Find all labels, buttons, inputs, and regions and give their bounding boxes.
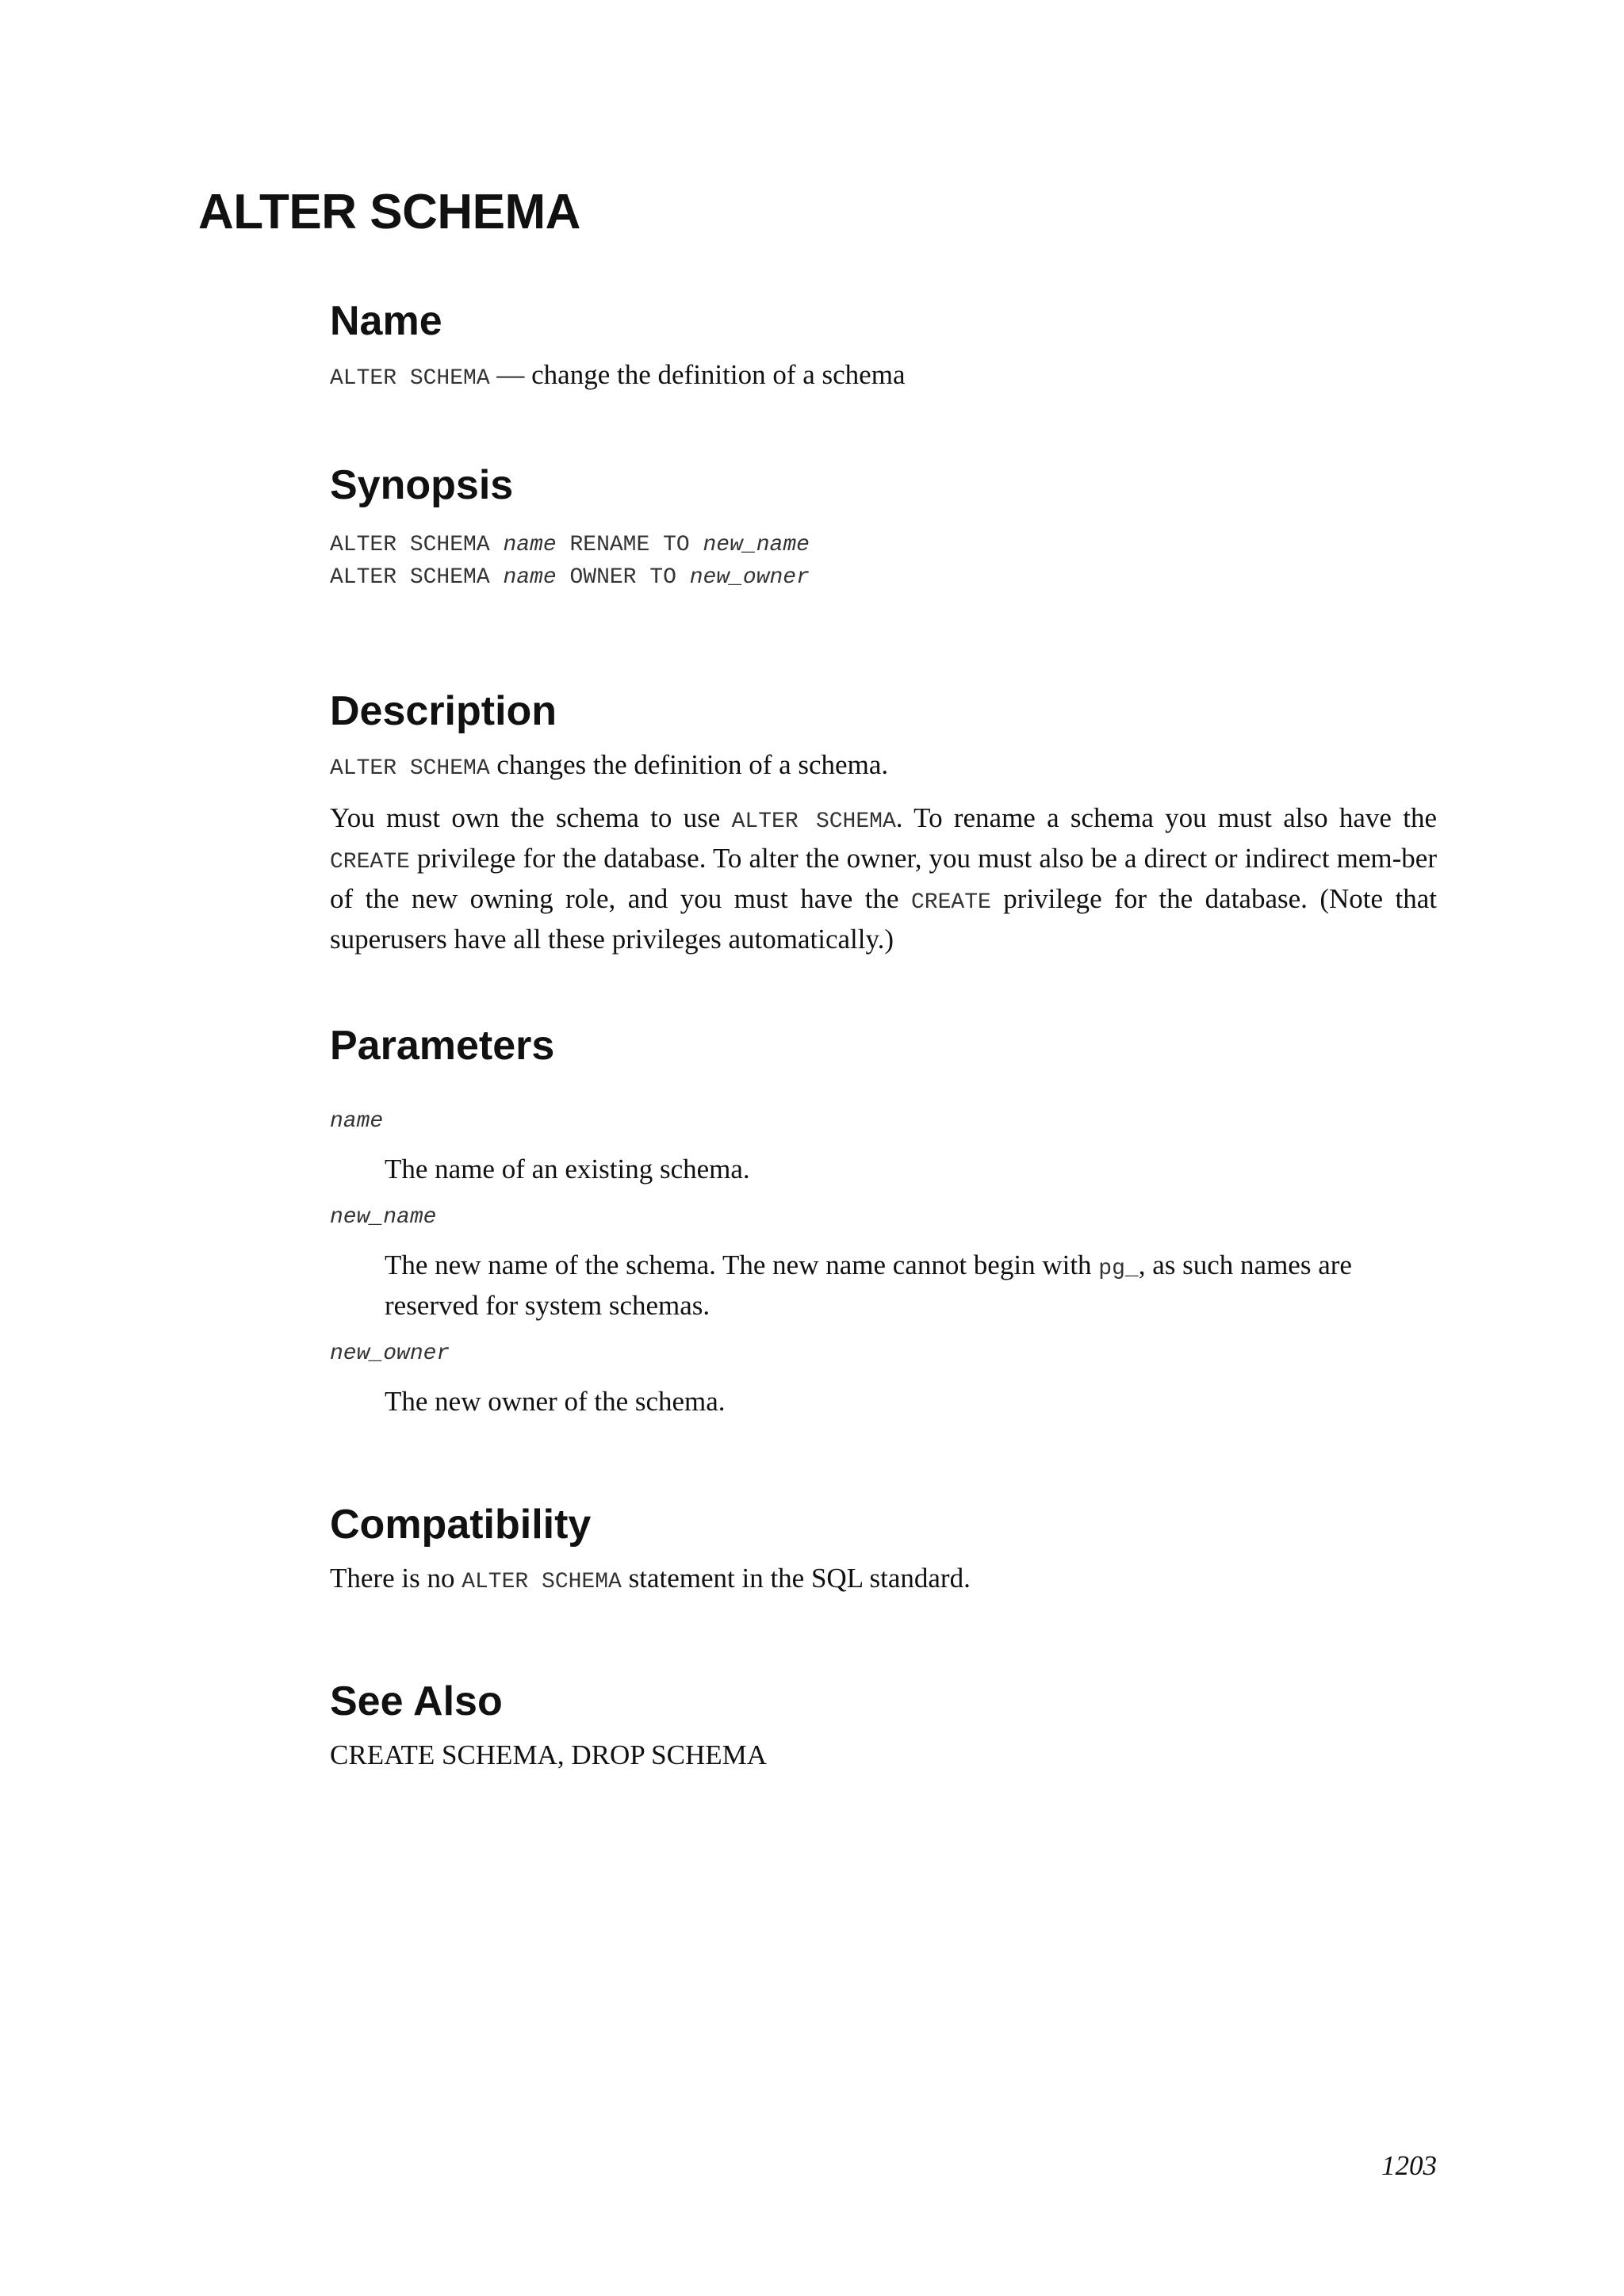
parameter-term: new_owner bbox=[330, 1341, 450, 1366]
paragraph-text: statement in the SQL standard. bbox=[621, 1563, 971, 1594]
compatibility-paragraph bbox=[330, 1560, 1437, 1601]
parameters-section bbox=[330, 1018, 1437, 1420]
synopsis-arg: name bbox=[503, 565, 557, 590]
definition-text: , as such names are reserved for system schemas. bbox=[385, 1249, 1352, 1321]
page-title: ALTER SCHEMA bbox=[198, 185, 580, 239]
compatibility-heading: Compatibility bbox=[330, 1502, 592, 1548]
compatibility-section bbox=[330, 1497, 1437, 1601]
description-paragraph-1 bbox=[330, 747, 1437, 787]
parameter-definition bbox=[385, 1151, 1437, 1188]
synopsis-section bbox=[330, 457, 1437, 594]
synopsis-keyword: ALTER SCHEMA bbox=[330, 533, 504, 557]
synopsis-arg: new_name bbox=[703, 533, 810, 557]
parameter-definition bbox=[385, 1383, 1437, 1420]
parameter-term: new_name bbox=[330, 1205, 437, 1230]
inline-code: ALTER SCHEMA bbox=[330, 756, 490, 781]
name-section bbox=[330, 293, 1437, 397]
paragraph-text: There is no bbox=[330, 1563, 462, 1594]
paragraph-text: You must own the schema to use bbox=[330, 802, 732, 833]
inline-code: pg_ bbox=[1098, 1257, 1139, 1281]
synopsis-line-rename bbox=[330, 529, 1437, 561]
see-also-heading: See Also bbox=[330, 1678, 503, 1724]
name-summary bbox=[330, 357, 1437, 397]
inline-code: ALTER SCHEMA bbox=[731, 809, 896, 834]
paragraph-text: changes the definition of a schema. bbox=[489, 749, 889, 780]
parameter-term: name bbox=[330, 1109, 384, 1134]
parameters-heading: Parameters bbox=[330, 1023, 555, 1069]
synopsis-heading: Synopsis bbox=[330, 462, 514, 508]
page-number: 1203 bbox=[1381, 2150, 1437, 2181]
name-summary-text: — change the definition of a schema bbox=[489, 359, 906, 390]
synopsis-block bbox=[330, 529, 1437, 594]
inline-code: CREATE bbox=[330, 850, 410, 874]
paragraph-text: . To rename a schema you must also have the bbox=[895, 802, 1437, 833]
inline-code: CREATE bbox=[911, 890, 991, 915]
synopsis-keyword: OWNER TO bbox=[556, 565, 690, 590]
inline-code: ALTER SCHEMA bbox=[462, 1570, 622, 1594]
paragraph-text: privilege for the database. To alter the owner, you must also be a direct or indirect mem-ber of the new owning role, and you must have the bbox=[330, 843, 1437, 914]
description-heading: Description bbox=[330, 688, 557, 734]
synopsis-line-owner bbox=[330, 561, 1437, 594]
synopsis-arg: new_owner bbox=[689, 565, 810, 590]
description-section bbox=[330, 683, 1437, 958]
definition-text: The new name of the schema. The new name cannot begin with bbox=[385, 1249, 1099, 1280]
name-heading: Name bbox=[330, 298, 442, 344]
synopsis-keyword: ALTER SCHEMA bbox=[330, 565, 504, 590]
name-command: ALTER SCHEMA bbox=[330, 366, 490, 391]
parameter-definition bbox=[385, 1247, 1437, 1324]
paragraph-text: privilege for the database. (Note that superusers have all these privileges automatically.) bbox=[330, 883, 1438, 955]
definition-text: The new owner of the schema. bbox=[385, 1386, 726, 1417]
description-paragraph-2 bbox=[330, 800, 1437, 958]
see-also-section bbox=[330, 1674, 1437, 1774]
parameter-list bbox=[330, 1105, 1437, 1420]
see-also-links: CREATE SCHEMA, DROP SCHEMA bbox=[330, 1739, 768, 1770]
synopsis-arg: name bbox=[503, 533, 557, 557]
synopsis-keyword: RENAME TO bbox=[556, 533, 703, 557]
definition-text: The name of an existing schema. bbox=[385, 1154, 750, 1184]
